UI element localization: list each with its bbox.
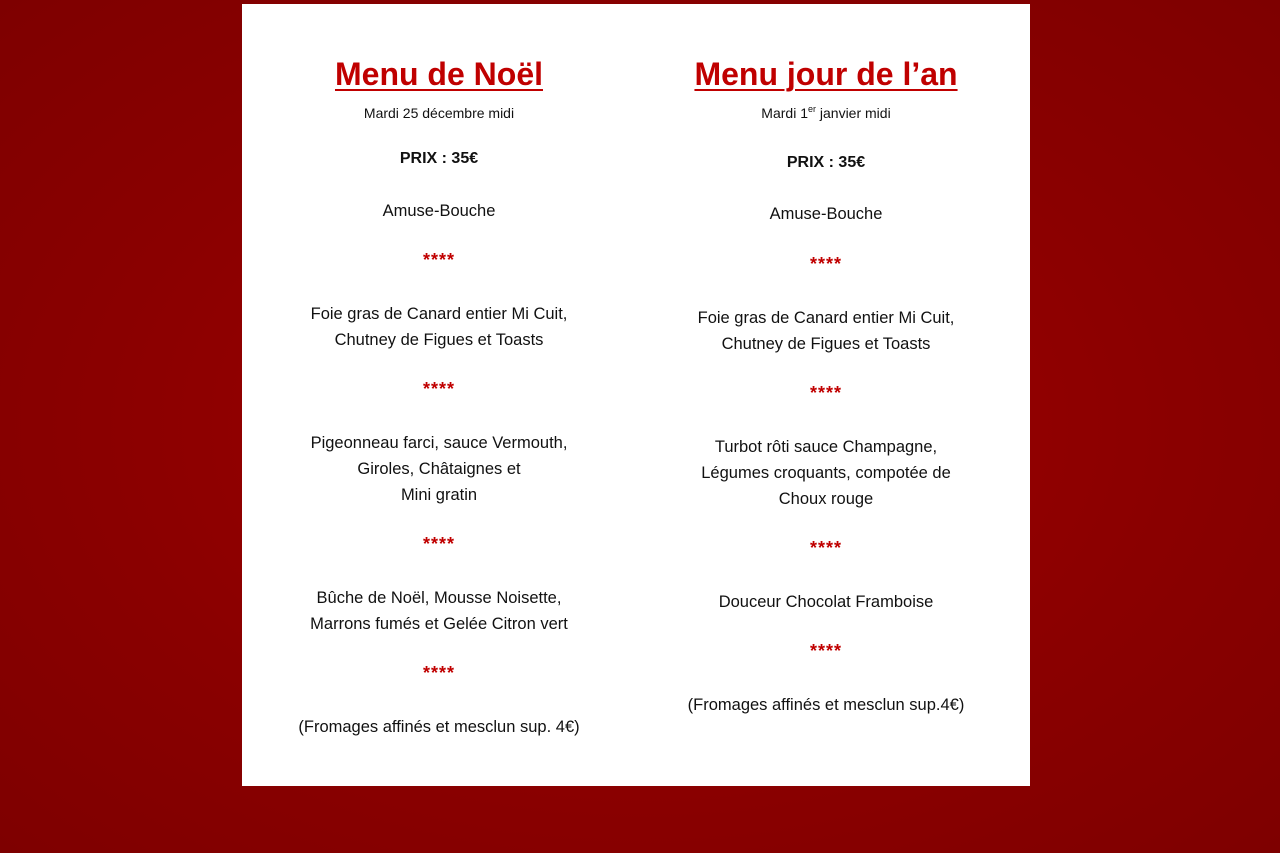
separator-stars: **** bbox=[809, 254, 843, 274]
menu-an-plat-line-3: Choux rouge bbox=[778, 490, 874, 508]
menu-noel-dessert-line-2: Marrons fumés et Gelée Citron vert bbox=[310, 615, 568, 633]
menu-an-date bbox=[629, 104, 1023, 122]
menu-noel-price: PRIX : 35€ bbox=[399, 150, 479, 167]
menu-an-plat-line-1: Turbot rôti sauce Champagne, bbox=[714, 438, 938, 456]
menu-noel-amuse-bouche: Amuse-Bouche bbox=[382, 202, 496, 220]
menu-jour-de-lan bbox=[629, 4, 1023, 786]
separator-stars: **** bbox=[422, 379, 456, 399]
menu-an-price: PRIX : 35€ bbox=[786, 154, 866, 171]
menu-noel-plat-line-3: Mini gratin bbox=[400, 486, 478, 504]
menu-an-entree-line-1: Foie gras de Canard entier Mi Cuit, bbox=[697, 309, 955, 327]
menu-an-date-prefix: Mardi 1 bbox=[761, 105, 808, 121]
menu-an-dessert: Douceur Chocolat Framboise bbox=[718, 593, 934, 611]
separator-stars: **** bbox=[422, 250, 456, 270]
separator-stars: **** bbox=[809, 538, 843, 558]
menu-card bbox=[242, 4, 1030, 786]
separator-stars: **** bbox=[809, 641, 843, 661]
menu-an-title: Menu jour de l’an bbox=[694, 56, 958, 92]
menu-noel bbox=[242, 4, 636, 786]
menu-noel-plat-line-1: Pigeonneau farci, sauce Vermouth, bbox=[310, 434, 568, 452]
menu-noel-date: Mardi 25 décembre midi bbox=[363, 105, 515, 121]
menu-an-date-sup: er bbox=[807, 104, 816, 114]
menu-noel-dessert-line-1: Bûche de Noël, Mousse Noisette, bbox=[316, 589, 562, 607]
menu-an-entree-line-2: Chutney de Figues et Toasts bbox=[721, 335, 931, 353]
menu-noel-entree-line-2: Chutney de Figues et Toasts bbox=[334, 331, 544, 349]
separator-stars: **** bbox=[422, 534, 456, 554]
menu-an-plat-line-2: Légumes croquants, compotée de bbox=[701, 464, 951, 482]
menu-noel-plat-line-2: Giroles, Châtaignes et bbox=[357, 460, 521, 478]
menu-an-amuse-bouche: Amuse-Bouche bbox=[769, 205, 883, 223]
menu-an-fromage: (Fromages affinés et mesclun sup.4€) bbox=[687, 696, 965, 714]
menu-noel-entree-line-1: Foie gras de Canard entier Mi Cuit, bbox=[310, 305, 568, 323]
menu-noel-fromage: (Fromages affinés et mesclun sup. 4€) bbox=[298, 718, 580, 736]
separator-stars: **** bbox=[422, 663, 456, 683]
menu-an-date-suffix: janvier midi bbox=[816, 105, 891, 121]
separator-stars: **** bbox=[809, 383, 843, 403]
menu-noel-title: Menu de Noël bbox=[334, 56, 543, 92]
